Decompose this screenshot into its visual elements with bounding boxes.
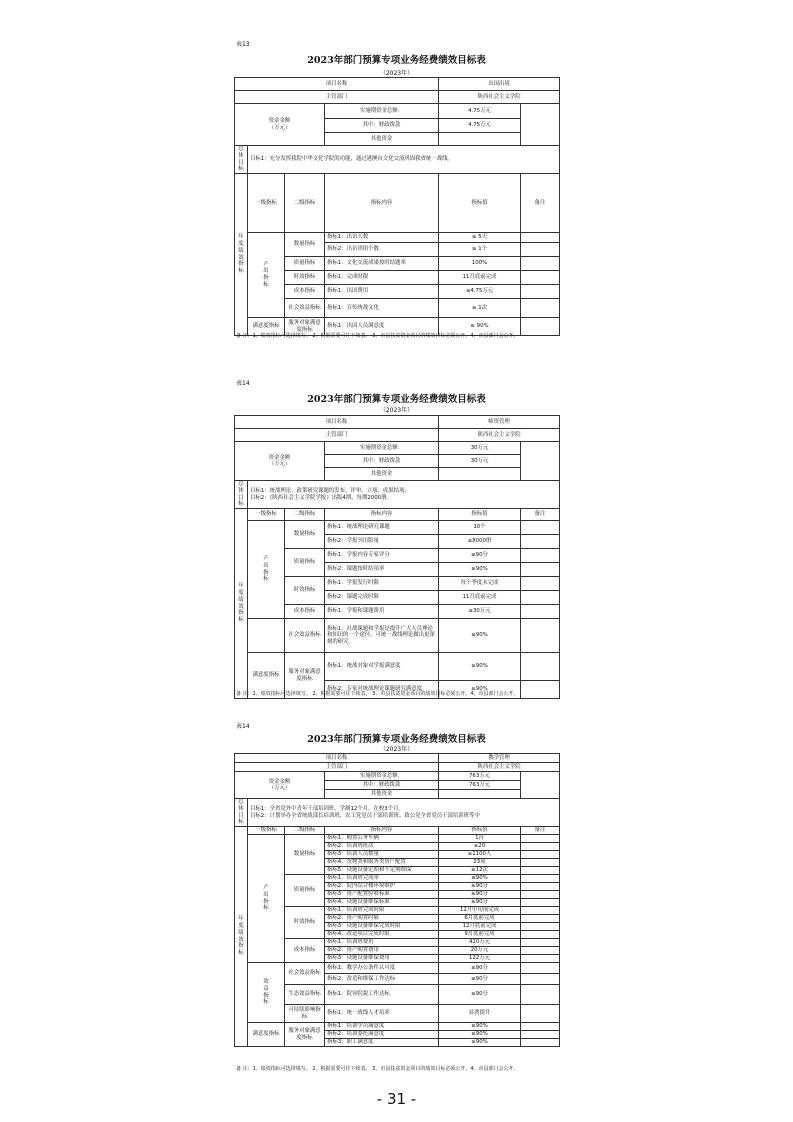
annual-performance-label: 年 度 绩 效 指 标 <box>235 509 248 699</box>
indicator-content: 指标2：课题按时结项率 <box>325 563 439 577</box>
indicator-value: 6月底前完成 <box>439 915 521 923</box>
indicator-value: ≥90分 <box>439 891 521 899</box>
level2-label: 数量指标 <box>285 835 325 875</box>
col-header-level2: 二级指标 <box>285 827 325 835</box>
level2-label: 可持续影响指标 <box>285 1005 325 1023</box>
col-header-value: 指标值 <box>439 509 521 521</box>
indicator-content: 指标2：专家对统战理论课题研究满意度 <box>325 681 439 699</box>
funds-label: 资金金额 （万元） <box>235 104 325 146</box>
dept-label: 主管部门 <box>235 763 439 772</box>
col-header-remark: 备注 <box>521 509 560 521</box>
indicator-content: 指标1：完成时限 <box>325 271 439 285</box>
indicator-content: 指标1：学报发行时限 <box>325 577 439 591</box>
indicator-value: ≥90分 <box>439 974 521 985</box>
indicator-value: 11月底前完成 <box>439 591 521 605</box>
indicator-value: 11月底前完成 <box>439 271 521 285</box>
col-header-content: 指标内容 <box>325 827 439 835</box>
annual-performance-label: 年 度 绩 效 指 标 <box>235 174 248 336</box>
col-header-value: 指标值 <box>439 174 521 233</box>
level2-label: 服务对象满意度指标 <box>285 318 325 336</box>
col-header-content: 指标内容 <box>325 174 439 233</box>
level2-label: 质量指标 <box>285 257 325 271</box>
fiscal-value: 30万元 <box>439 455 521 468</box>
indicator-content: 指标1：文化交流成果按时结题率 <box>325 257 439 271</box>
indicator-content: 指标1：购置公务车辆 <box>325 835 439 843</box>
overall-goal-label: 总 体 目 标 <box>235 146 248 174</box>
table-number-label: 表13 <box>236 41 250 48</box>
indicator-value: ≥ 1次 <box>439 299 521 318</box>
table-title: 2023年部门预算专项业务经费绩效目标表 <box>307 734 486 745</box>
funds-label: 资金金额 （万元） <box>235 772 325 799</box>
level2-label: 社会效益指标 <box>285 619 325 653</box>
indicator-content: 指标1：统战对象对学报满意度 <box>325 653 439 681</box>
output-indicator-label: 产 出 指 标 <box>248 233 285 318</box>
overall-goal-label: 总 体 目 标 <box>235 799 248 827</box>
indicator-value: ≥90% <box>439 619 521 653</box>
indicator-value: 每个季度末完成 <box>439 577 521 591</box>
table-title: 2023年部门预算专项业务经费绩效目标表 <box>307 55 486 66</box>
funds-total-label: 实施期资金总额： <box>325 772 439 781</box>
col-header-remark: 备注 <box>521 827 560 835</box>
indicator-value: ≥90% <box>439 1023 521 1031</box>
indicator-content: 指标1：社战课题和学报是提升广大人员理论和知识的一个途径，可统一战线理论做出更深刻的研究。 <box>325 619 439 653</box>
col-header-level2: 二级指标 <box>285 174 325 233</box>
indicator-value: 显著提升 <box>439 1005 521 1023</box>
indicator-value: ≥90% <box>439 1031 521 1039</box>
project-name-value: 师资管理 <box>439 416 560 429</box>
indicator-content: 指标2：课题完成时限 <box>325 591 439 605</box>
level2-label: 质量指标 <box>285 875 325 907</box>
level2-label: 成本指标 <box>285 939 325 963</box>
indicator-content: 指标3：设施设备维保完成时限 <box>325 923 439 931</box>
performance-table-3 <box>234 753 560 1047</box>
indicator-value: ≥20 <box>439 843 521 851</box>
level2-label: 时效指标 <box>285 907 325 939</box>
satisfaction-indicator-label: 满意度指标 <box>248 1023 285 1047</box>
indicator-value: ≥ 1个 <box>439 243 521 257</box>
level2-label: 社会效益指标 <box>285 963 325 985</box>
indicator-value: ≥90% <box>439 875 521 883</box>
level2-label: 数量指标 <box>285 521 325 549</box>
indicator-content: 指标2：资产购置时限 <box>325 915 439 923</box>
level2-label: 质量指标 <box>285 549 325 577</box>
indicator-value: 100% <box>439 257 521 271</box>
effect-indicator-label: 效 益 指 标 <box>248 963 285 1023</box>
indicator-value: ≥90% <box>439 653 521 681</box>
annual-performance-label: 年 度 绩 效 指 标 <box>235 827 248 1047</box>
indicator-value: 12月中旬前完成 <box>439 907 521 915</box>
indicator-content: 指标4：设施设备维保标准 <box>325 899 439 907</box>
indicator-content: 指标3：培训人员数量 <box>325 851 439 859</box>
table-number-label: 表14 <box>236 380 250 387</box>
performance-table-2 <box>234 415 560 699</box>
project-name-label: 项目名称 <box>235 754 439 763</box>
output-indicator-label: 产 出 指 标 <box>248 521 285 619</box>
level2-label: 生态效益指标 <box>285 985 325 1005</box>
indicator-content: 指标2：资产购置费用 <box>325 947 439 955</box>
funds-total-label: 实施期资金总额： <box>325 104 439 119</box>
overall-goal-label: 总 体 目 标 <box>235 481 248 509</box>
indicator-content: 指标1：培训班完成时限 <box>325 907 439 915</box>
level2-label: 时效指标 <box>285 577 325 605</box>
other-funds-label: 其他资金 <box>325 133 439 146</box>
overall-goal-text: 目标1：全省党外中青年干部培训班，学制12个月，在校3个月。 目标2：计划举办全省统战部长培训班、农工党党员干部培训班、致公党全省党员干部培训班等中 <box>248 799 560 827</box>
col-header-value: 指标值 <box>439 827 521 835</box>
table-note: 备 注：1、绩效指标可选择填写。 2、根据需要可往下续表。 3、市县扶贫资金项目的绩效目标必须公开。4、市县部门会公开。 <box>236 1066 519 1072</box>
indicator-value: 420万元 <box>439 939 521 947</box>
indicator-content: 指标1：出国费用 <box>325 285 439 299</box>
indicator-value: 12月底前完成 <box>439 923 521 931</box>
indicator-value: ≤30万元 <box>439 605 521 619</box>
indicator-value: 20万元 <box>439 947 521 955</box>
indicator-value: ≥90% <box>439 1039 521 1047</box>
output-indicator-label: 产 出 指 标 <box>248 835 285 963</box>
indicator-content: 指标4：货物类和服务类资产配置 <box>325 859 439 867</box>
indicator-value: ≥12次 <box>439 867 521 875</box>
indicator-value: ≥90分 <box>439 963 521 974</box>
table-note: 备 注：1、绩效指标可选择填写。 2、根据需要可往下续表。 3、市县扶贫资金项目的绩效目标必须公开。4、市县部门会公开。 <box>236 691 519 697</box>
dept-label: 主管部门 <box>235 429 439 442</box>
level2-label: 服务对象满意度指标 <box>285 1023 325 1047</box>
funds-total-value: 4.75万元 <box>439 104 521 119</box>
col-header-remark: 备注 <box>521 174 560 233</box>
col-header-level1: 一级指标 <box>248 827 285 835</box>
indicator-content: 指标1：培训班费用 <box>325 939 439 947</box>
indicator-value: 9月底前完成 <box>439 931 521 939</box>
indicator-value: ≥90分 <box>439 549 521 563</box>
level2-label: 成本指标 <box>285 605 325 619</box>
col-header-level1: 一级指标 <box>248 174 285 233</box>
fiscal-label: 其中：财政拨款 <box>325 455 439 468</box>
indicator-value: 23项 <box>439 859 521 867</box>
funds-total-value: 30万元 <box>439 442 521 455</box>
project-name-value: 出国出境 <box>439 78 560 91</box>
table-year: （2023年） <box>379 746 414 753</box>
indicator-value: ≥ 90% <box>439 318 521 336</box>
overall-goal-text: 目标1：统战理论、政策研究课题的发布、评审、立项、成果结项； 目标2：《陕西社会主义学院学报》出版4期，每期2000册。 <box>248 481 560 509</box>
indicator-value: ≥8000册 <box>439 535 521 549</box>
dept-value: 陕西社会主义学院 <box>439 91 560 104</box>
indicator-content: 指标1：宣传统战文化 <box>325 299 439 318</box>
satisfaction-indicator-label: 满意度指标 <box>248 318 285 336</box>
indicator-value: ≥90分 <box>439 985 521 1005</box>
level2-label: 服务对象满意度指标 <box>285 653 325 699</box>
indicator-value: ≥90分 <box>439 899 521 907</box>
indicator-content: 指标2：改造和维保工作达标 <box>325 974 439 985</box>
indicator-value: ≥ 5天 <box>439 233 521 243</box>
indicator-value: ≥90分 <box>439 883 521 891</box>
indicator-content: 指标1：统战理论研究课题 <box>325 521 439 535</box>
level2-label: 时效指标 <box>285 271 325 285</box>
indicator-value: ≥90% <box>439 681 521 699</box>
table-year: （2023年） <box>379 407 414 414</box>
fiscal-label: 其中：财政拨款 <box>325 119 439 133</box>
indicator-content: 指标5：设施设备定期和不定期维保 <box>325 867 439 875</box>
level2-label: 成本指标 <box>285 285 325 299</box>
indicator-content: 指标1：出国人员满意度 <box>325 318 439 336</box>
indicator-content: 指标2：培训委托满意度 <box>325 1031 439 1039</box>
funds-total-value: 763万元 <box>439 772 521 781</box>
funds-total-label: 实施期资金总额： <box>325 442 439 455</box>
satisfaction-indicator-label: 满意度指标 <box>248 653 285 699</box>
indicator-value: ≤4.75万元 <box>439 285 521 299</box>
indicator-value: 1台 <box>439 835 521 843</box>
overall-goal-text: 目标1：充分发挥我院中华文化学院的功能，通过港澳台文化交流巩固我省统一战线。 <box>248 146 560 174</box>
indicator-value: 10个 <box>439 521 521 535</box>
table-title: 2023年部门预算专项业务经费绩效目标表 <box>307 394 486 405</box>
indicator-content: 指标2：学报刊出版量 <box>325 535 439 549</box>
table-year: （2023年） <box>379 70 414 77</box>
indicator-value: 122万元 <box>439 955 521 963</box>
indicator-content: 指标3：资产配置验收标准 <box>325 891 439 899</box>
fiscal-label: 其中：财政拨款 <box>325 781 439 790</box>
dept-value: 陕西社会主义学院 <box>439 763 560 772</box>
table-number-label: 表14 <box>236 723 250 730</box>
indicator-content: 指标1：教学办公条件认可度 <box>325 963 439 974</box>
col-header-level2: 二级指标 <box>285 509 325 521</box>
project-name-label: 项目名称 <box>235 78 439 91</box>
indicator-content: 指标3：职工满意度 <box>325 1039 439 1047</box>
indicator-content: 指标1：统一战线人才培养 <box>325 1005 439 1023</box>
level2-label: 数量指标 <box>285 233 325 257</box>
dept-label: 主管部门 <box>235 91 439 104</box>
indicator-value: ≥90% <box>439 563 521 577</box>
other-funds-label: 其他资金 <box>325 790 439 799</box>
indicator-content: 指标1：出访天数 <box>325 233 439 243</box>
indicator-content: 指标2：院内综合楼环境维护 <box>325 883 439 891</box>
fiscal-value: 763万元 <box>439 781 521 790</box>
dept-value: 陕西社会主义学院 <box>439 429 560 442</box>
funds-label: 资金金额 （万元） <box>235 442 325 481</box>
performance-table-1 <box>234 77 560 336</box>
indicator-content: 指标3：设施设备维保费用 <box>325 955 439 963</box>
level2-label: 社会效益指标 <box>285 299 325 318</box>
other-funds-label: 其他资金 <box>325 468 439 481</box>
indicator-content: 指标1：培训学员满意度 <box>325 1023 439 1031</box>
project-name-value: 教学管理 <box>439 754 560 763</box>
col-header-level1: 一级指标 <box>248 509 285 521</box>
indicator-content: 指标2：出访团组个数 <box>325 243 439 257</box>
col-header-content: 指标内容 <box>325 509 439 521</box>
fiscal-value: 4.75万元 <box>439 119 521 133</box>
page-number: - 31 - <box>376 1090 417 1108</box>
indicator-content: 指标1：院容院貌工作达标 <box>325 985 439 1005</box>
indicator-value: ≥1100人 <box>439 851 521 859</box>
indicator-content: 指标4：改造项目完成时限 <box>325 931 439 939</box>
indicator-content: 指标1：学报和课题费用 <box>325 605 439 619</box>
project-name-label: 项目名称 <box>235 416 439 429</box>
indicator-content: 指标1：学报内容专家评分 <box>325 549 439 563</box>
indicator-content: 指标2：培训班班次 <box>325 843 439 851</box>
table-note: 备 注：1、绩效指标可选择填写。 2、根据需要可往下续表。 3、市县扶贫资金项目的绩效目标必须公开。4、市县部门会公开。 <box>236 333 519 339</box>
indicator-content: 指标1：培训班完成率 <box>325 875 439 883</box>
